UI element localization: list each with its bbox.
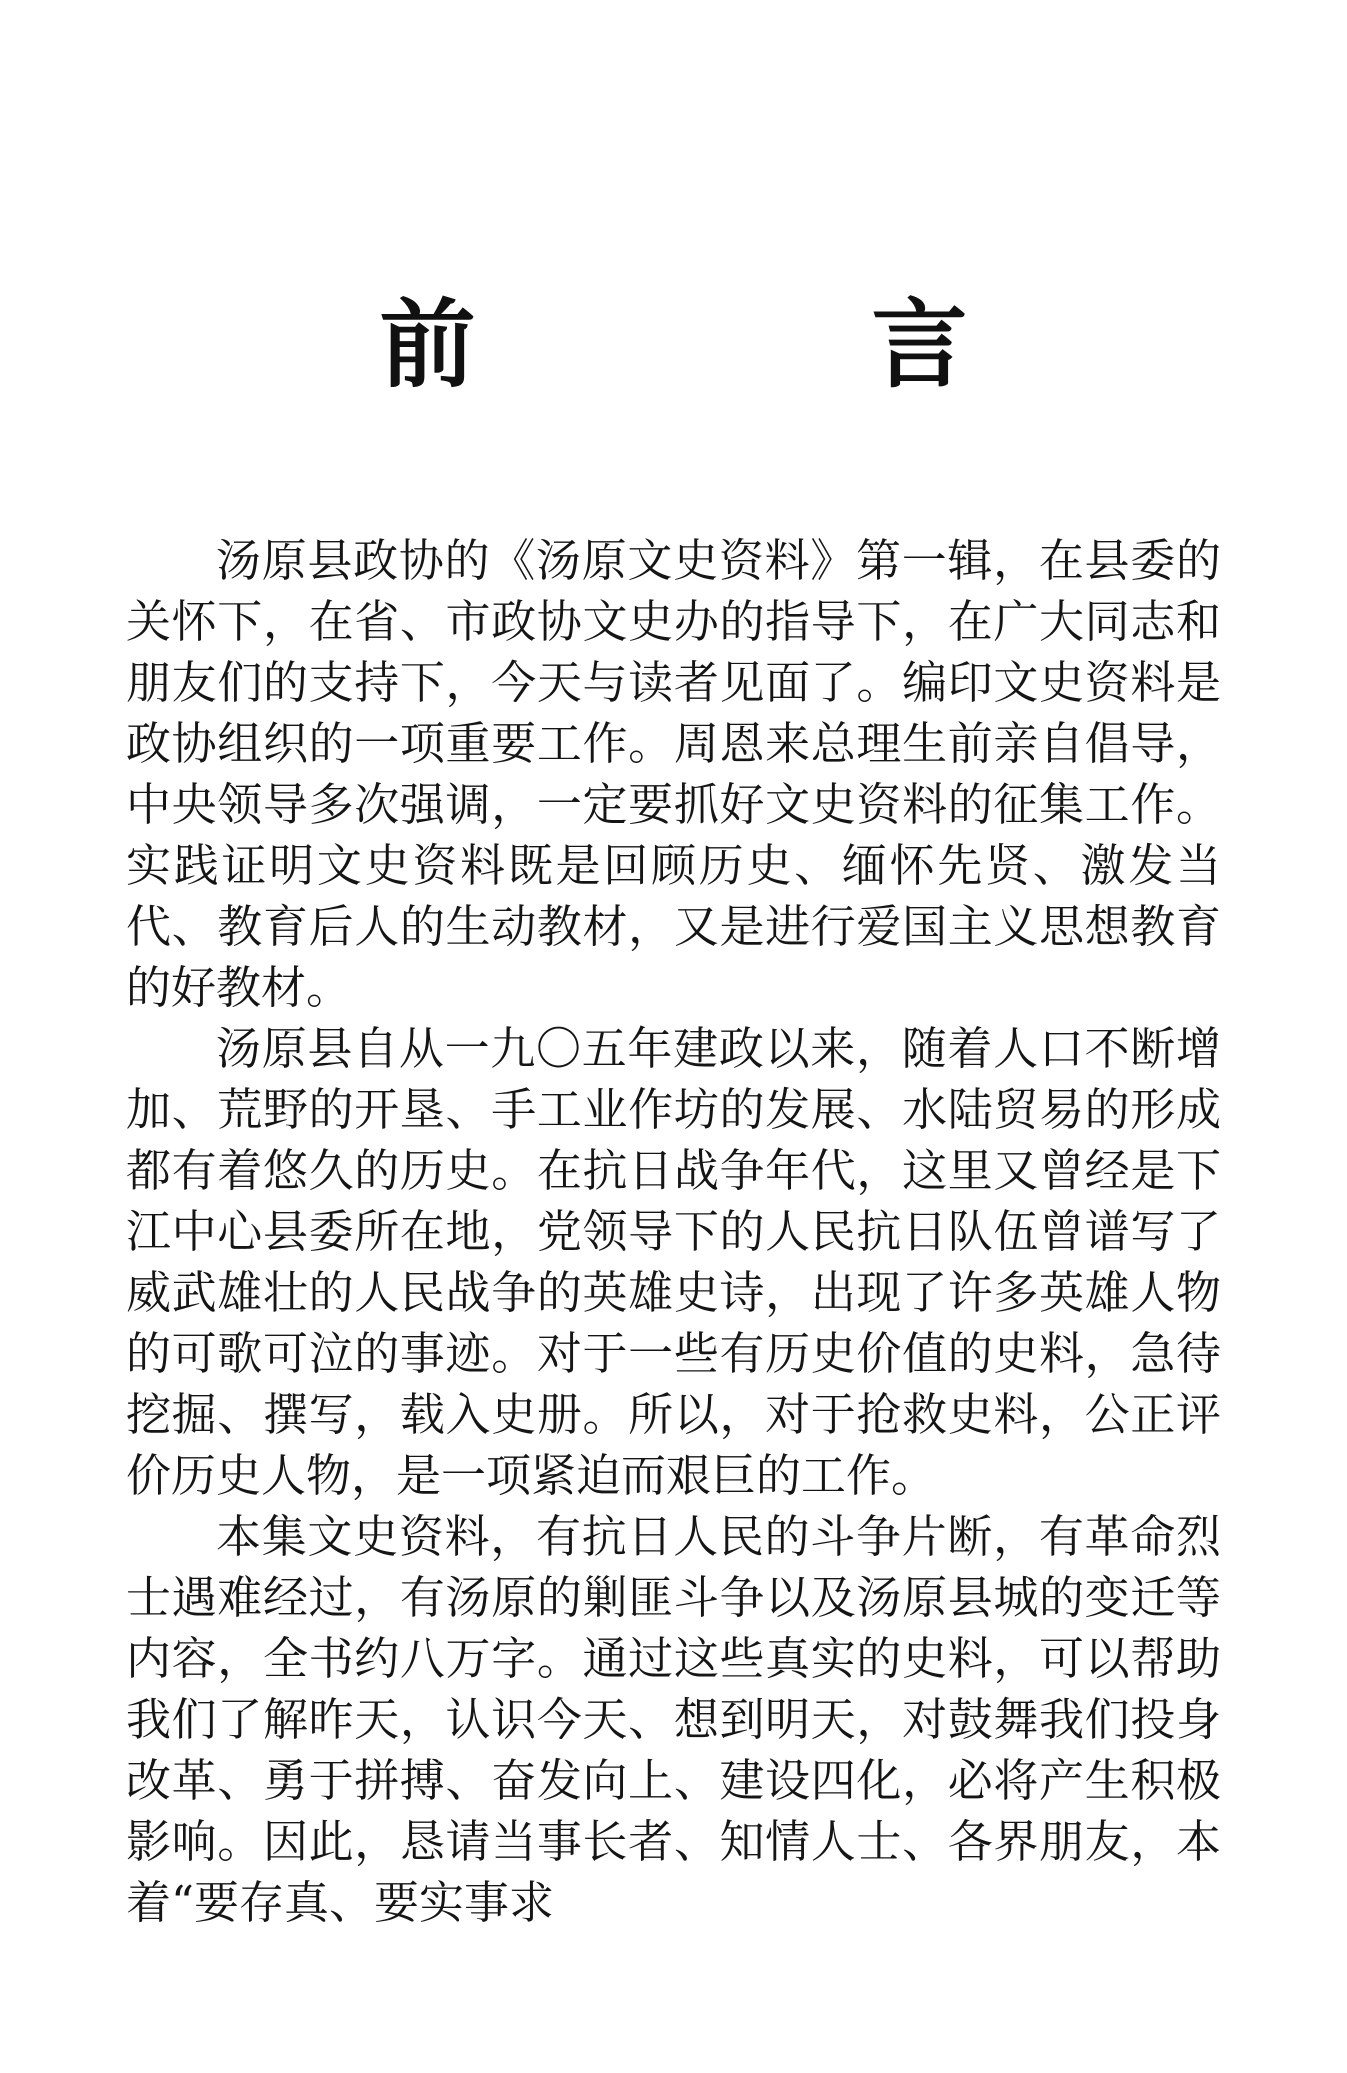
page-title: 前 言 (379, 288, 1118, 401)
body-text (126, 530, 1221, 1933)
paragraph-3: 本集文史资料，有抗日人民的斗争片断，有革命烈士遇难经过，有汤原的剿匪斗争以及汤原县城的变迁等内容，全书约八万字。通过这些真实的史料，可以帮助我们了解昨天，认识今天、想到明天，对鼓舞我们投身改革、勇于拼搏、奋发向上、建设四化，必将产生积极影响。因此，恳请当事长者、知情人士、各界朋友，本着“要存真、要实事求 (126, 1510, 1221, 1929)
paragraph-1: 汤原县政协的《汤原文史资料》第一辑，在县委的关怀下，在省、市政协文史办的指导下，在广大同志和朋友们的支持下，今天与读者见面了。编印文史资料是政协组织的一项重要工作。周恩来总理生前亲自倡导，中央领导多次强调，一定要抓好文史资料的征集工作。实践证明文史资料既是回顾历史、缅怀先贤、激发当代、教育后人的生动教材，又是进行爱国主义思想教育的好教材。 (126, 534, 1221, 1014)
paragraph-2: 汤原县自从一九〇五年建政以来，随着人口不断增加、荒野的开垦、手工业作坊的发展、水陆贸易的形成都有着悠久的历史。在抗日战争年代，这里又曾经是下江中心县委所在地，党领导下的人民抗日队伍曾谱写了威武雄壮的人民战争的英雄史诗，出现了许多英雄人物的可歌可泣的事迹。对于一些有历史价值的史料，急待挖掘、撰写，载入史册。所以，对于抢救史料，公正评价历史人物，是一项紧迫而艰巨的工作。 (126, 1022, 1221, 1502)
